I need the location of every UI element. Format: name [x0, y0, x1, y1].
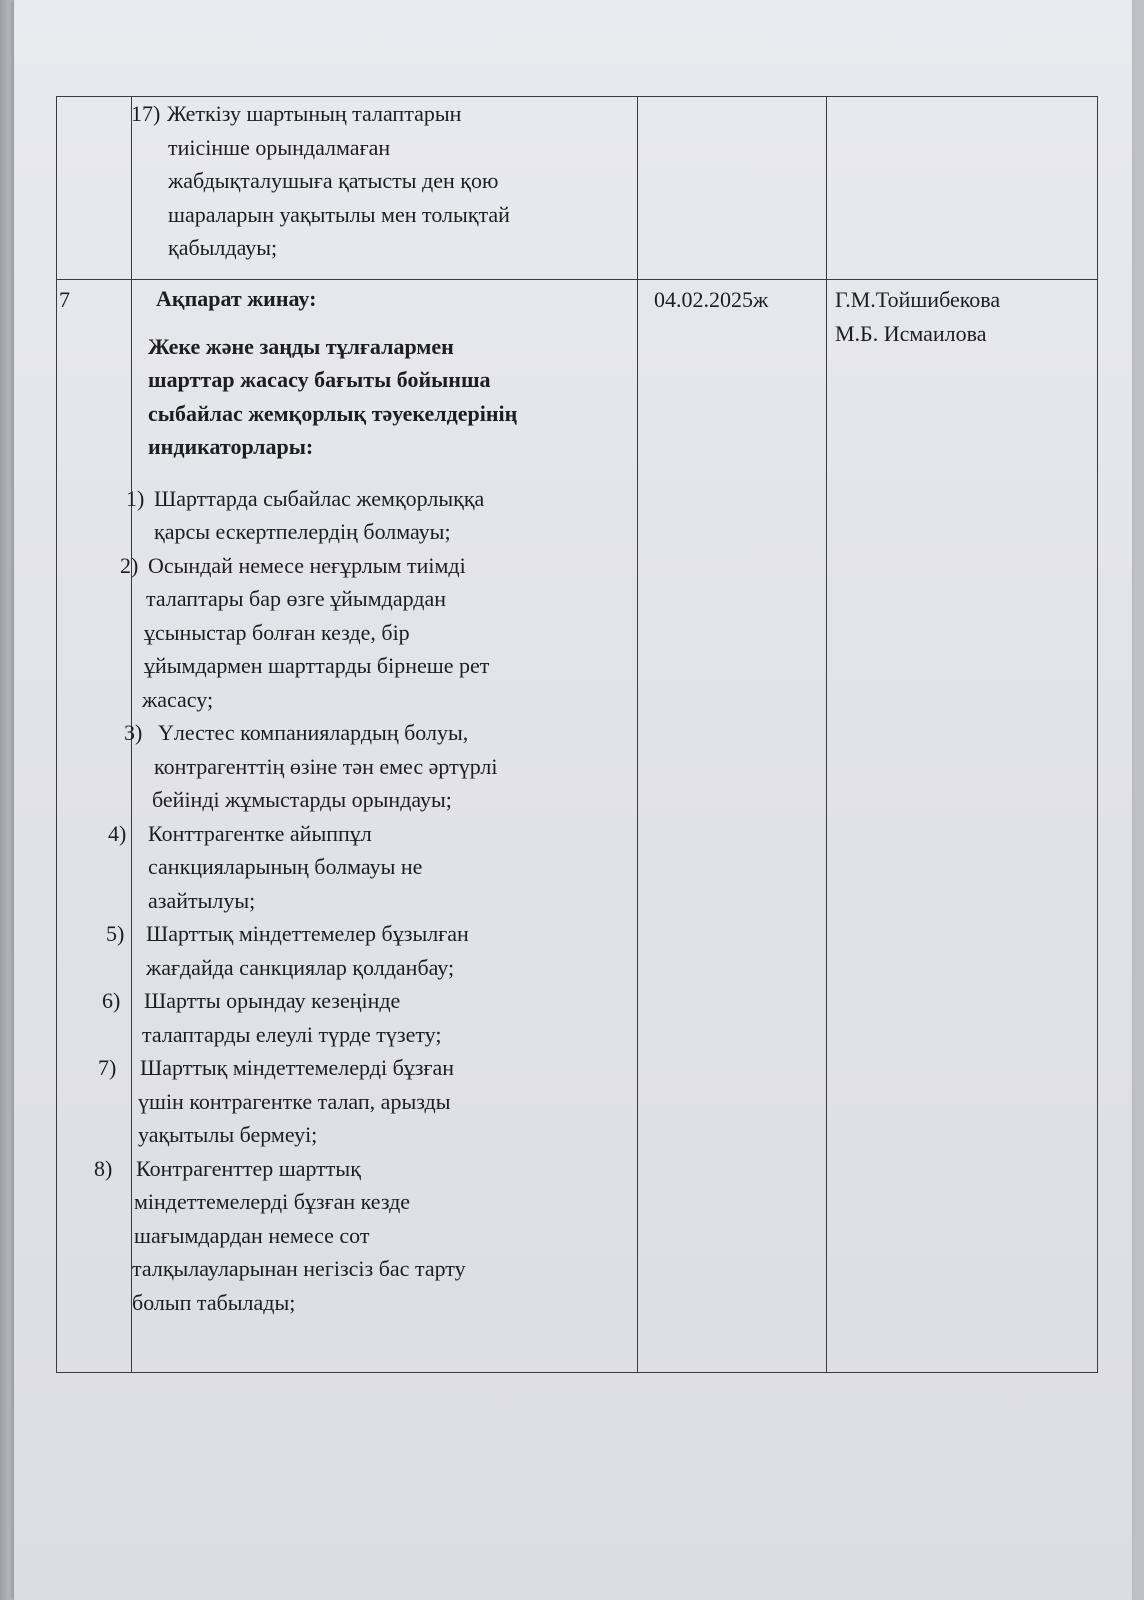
item-number: 3) — [124, 720, 143, 745]
item-line: азайтылуы; — [148, 887, 256, 913]
list-item — [106, 917, 637, 984]
item-line: Шарттық міндеттемелер бұзылған — [146, 921, 469, 946]
list-item — [98, 1051, 637, 1152]
item-line: уақытылы бермеуі; — [138, 1122, 318, 1147]
subheading-line: индикаторлары: — [148, 434, 314, 459]
list-item — [0, 97, 637, 265]
item-line: бейінді жұмыстарды орындауы; — [152, 787, 452, 812]
section-subheading — [148, 330, 637, 464]
content-cell — [132, 97, 638, 280]
item-line: қабылдауы; — [168, 235, 278, 260]
item-line: Осындай немесе неғұрлым тиімді — [148, 552, 466, 578]
item-number: 6) — [102, 988, 121, 1013]
subheading-line: сыбайлас жемқорлық тәуекелдерінің — [148, 400, 518, 426]
responsible-person: Г.М.Тойшибекова — [835, 287, 1001, 312]
item-number: 5) — [106, 921, 125, 946]
item-line: үшін контрагентке талап, арызды — [138, 1088, 451, 1114]
item-line: ұйымдармен шарттарды бірнеше рет — [144, 653, 490, 678]
item-line: міндеттемелерді бұзған кезде — [134, 1189, 411, 1214]
item-number: 4) — [108, 820, 127, 846]
item-number: 17) — [131, 101, 161, 126]
item-line: ұсыныстар болған кезде, бір — [144, 619, 410, 645]
item-line: қарсы ескертпелердің болмауы; — [154, 519, 451, 544]
item-number: 1) — [126, 485, 145, 511]
table-row — [57, 280, 1098, 1373]
subheading-line: шарттар жасасу бағыты бойынша — [148, 367, 491, 392]
item-line: болып табылады; — [132, 1289, 296, 1315]
item-number: 2) — [120, 552, 139, 578]
item-line: талаптары бар өзге ұйымдардан — [146, 586, 447, 611]
list-item — [94, 1152, 637, 1320]
subheading-line: Жеке және заңды тұлғалармен — [148, 333, 454, 359]
item-line: Конттрагентке айыппұл — [148, 820, 372, 846]
item-line: тиісінше орындалмаған — [168, 134, 391, 160]
item-number: 8) — [94, 1155, 113, 1181]
item-line: шағымдардан немесе сот — [134, 1222, 370, 1248]
responsible-cell — [827, 97, 1098, 280]
table-row — [57, 97, 1098, 280]
item-line: шараларын уақытылы мен толықтай — [168, 201, 510, 227]
list-item — [124, 716, 637, 817]
content-cell — [94, 280, 638, 1373]
item-line: Контрагенттер шарттық — [136, 1155, 361, 1181]
date-cell — [638, 280, 827, 1373]
item-line: Үлестес компаниялардың болуы, — [158, 720, 469, 745]
date-cell — [638, 97, 827, 280]
item-line: контрагенттің өзіне тән емес әртүрлі — [154, 753, 498, 779]
item-line: Шарттарда сыбайлас жемқорлыққа — [154, 485, 485, 511]
date-value: 04.02.2025ж — [654, 287, 769, 312]
item-number: 7) — [98, 1055, 117, 1080]
list-item — [102, 984, 637, 1051]
list-item — [120, 549, 637, 717]
item-line: санкцияларының болмауы не — [148, 854, 423, 879]
item-line: жағдайда санкциялар қолданбау; — [146, 954, 455, 980]
item-line: жабдықталушыға қатысты ден қою — [168, 168, 499, 193]
list-item — [108, 817, 637, 918]
item-line: талқылауларынан негізсіз бас тарту — [132, 1256, 466, 1281]
item-line: Жеткізу шартының талаптарын — [167, 101, 462, 126]
item-line: жасасу; — [142, 686, 214, 712]
responsible-cell — [827, 280, 1098, 1373]
responsible-person: М.Б. Исмаилова — [835, 320, 987, 346]
row-number: 7 — [59, 287, 70, 312]
list-item — [126, 482, 637, 549]
item-line: Шартты орындау кезеңінде — [144, 988, 401, 1013]
section-heading: Ақпарат жинау: — [156, 286, 317, 311]
item-line: Шарттық міндеттемелерді бұзған — [140, 1055, 455, 1080]
item-line: талаптарды елеулі түрде түзету; — [142, 1021, 442, 1047]
plan-table — [56, 96, 1098, 1373]
